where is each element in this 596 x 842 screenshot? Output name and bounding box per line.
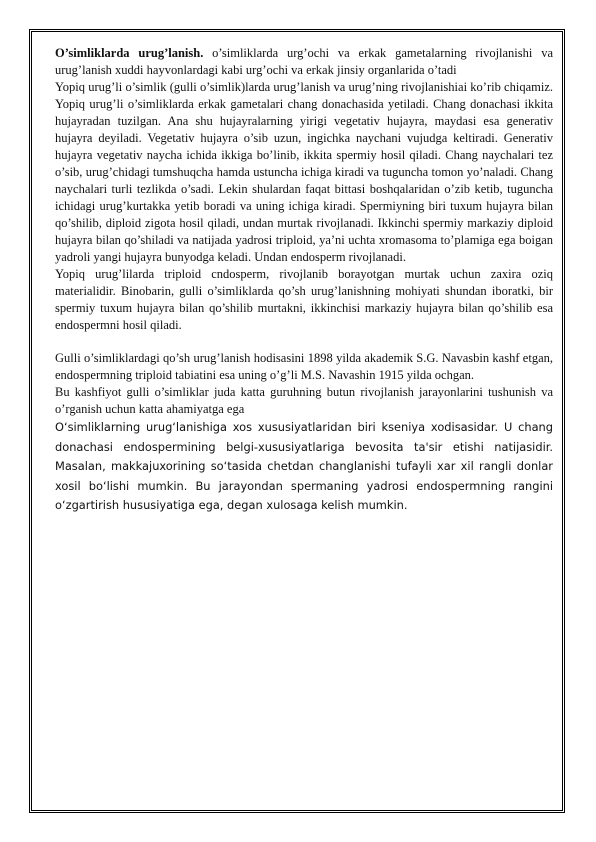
document-body	[55, 45, 553, 516]
paragraph-2: Yopiq urug’li o’simlik (gulli o’simlik)larda urug’lanish va urug’ning rivojlanishiai ko’rib chiqamiz. Yopiq urug’li o’simliklarda erkak gametalari chang donachasida yetiladi. Chang donachasi ikkita hujayradan tuzilgan. Ana shu hujayralarning yirigi vegetativ hujayra, maydasi esa generativ hujayra deyiladi. Vegetativ hujayra o’sib uzun, ingichka naychani vujudga keltiradi. Generativ hujayra vegetativ naycha ichida ikkiga bo’linib, ikkita spermiy hosil qiladi. Chang naychalari tez o’sib, urug’chidagi tumshuqcha hamda ustuncha ichiga kiradi va tuguncha tomon yo’naladi. Chang naychalari turli tezlikda o’sadi. Lekin shulardan faqat bittasi boshqalaridan o’zib ketib, tuguncha ichidagi urug’kurtakka yetib boradi va uning ichiga kiradi. Spermiyning biri tuxum hujayra bilan qo’shilib, diploid zigota hosil qiladi, undan murtak rivojlanadi. Ikkinchi spermiy markaziy diploid hujayra bilan qo’shiladi va natijada yadrosi triploid, ya’ni uchta xromasoma to’plamiga ega boigan yadroli yangi hujayra bunyodga keladi. Undan endosperm rivojlanadi.	[55, 80, 553, 264]
paragraph-1-text: o’simliklarda urg’ochi va erkak gametalarning rivojlanishi va urug’lanish xuddi hayvonlardagi kabi urg’ochi va erkak jinsiy organlarida o’tadi	[55, 46, 553, 77]
paragraph-5: Bu kashfiyot gulli o’simliklar juda katta guruhning butun rivojlanish jarayonlarini tushunish va o’rganish uchun katta ahamiyatga ega	[55, 385, 553, 416]
paragraph-6: O‘simliklarning urug‘lanishiga xos xususiyatlaridan biri kseniya xodisasidar. U chang donachasi endospermining belgi-xususiyatlariga bevosita ta'sir etishi natijasidir. Masalan, makkajuxorining so‘tasida chetdan changlanishi tufayli xar xil rangli donlar xosil bo‘lishi mumkin. Bu jarayondan spermaning yadrosi endospermning rangini o‘zgartirish hususiyatiga ega, degan xulosaga kelish mumkin.	[55, 420, 553, 512]
paragraph-4: Gulli o’simliklardagi qo’sh urug’lanish hodisasini 1898 yilda akademik S.G. Navasbin kashf etgan, endospermning triploid tabiatini esa uning o’g’li M.S. Navashin 1915 yilda ochgan.	[55, 351, 553, 382]
paragraph-1	[55, 45, 553, 79]
section-title: O’simliklarda urug’lanish.	[55, 46, 204, 60]
paragraph-gap	[55, 334, 553, 350]
paragraph-3: Yopiq urug’lilarda triploid cndosperm, rivojlanib borayotgan murtak uchun zaxira oziq materialidir. Binobarin, gulli o’simliklarda qo’sh urug’lanishning mohiyati shundan iboratki, bir spermiy tuxum hujayra bilan qo’shilib murtakni, ikkinchisi markaziy hujayra bilan qo’shilib esa endospermni hosil qiladi.	[55, 267, 553, 332]
